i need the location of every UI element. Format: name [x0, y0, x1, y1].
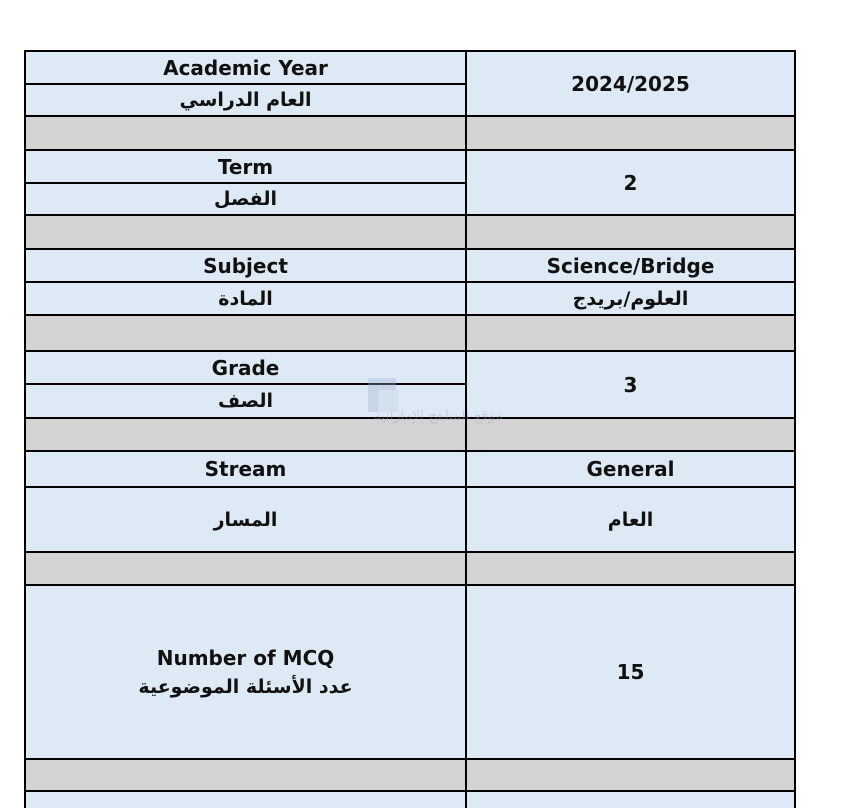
separator-row [25, 552, 795, 585]
grade-label-en: Grade [25, 351, 466, 384]
term-label-en: Term [25, 150, 466, 183]
subject-value-en: Science/Bridge [466, 249, 795, 282]
stream-label-en: Stream [25, 451, 466, 487]
separator-row [25, 215, 795, 249]
separator-row [25, 315, 795, 351]
term-label-ar: الفصل [25, 183, 466, 215]
next-row-cell [25, 791, 466, 808]
mcq-value: 15 [466, 585, 795, 759]
stream-value-en: General [466, 451, 795, 487]
stream-value-ar: العام [466, 487, 795, 552]
academic-year-value: 2024/2025 [466, 51, 795, 116]
separator-row [25, 759, 466, 791]
stream-label-ar: المسار [25, 487, 466, 552]
mcq-label-en: Number of MCQ [156, 646, 335, 670]
academic-year-label-ar: العام الدراسي [25, 84, 466, 116]
separator-row [25, 418, 795, 451]
mcq-label-ar: عدد الأسئلة الموضوعية [138, 676, 353, 698]
subject-label-en: Subject [25, 249, 466, 282]
watermark-text: موقع المناهج الإماراتية [374, 408, 503, 424]
grade-value: 3 [466, 351, 795, 418]
separator-row [25, 116, 795, 150]
grade-label-ar: الصف [25, 384, 466, 418]
subject-label-ar: المادة [25, 282, 466, 315]
next-row-cell [466, 791, 795, 808]
subject-value-ar: العلوم/بريدج [466, 282, 795, 315]
mcq-label-cell [25, 585, 466, 759]
academic-year-label-en: Academic Year [25, 51, 466, 84]
separator-row [466, 759, 795, 791]
term-value: 2 [466, 150, 795, 215]
